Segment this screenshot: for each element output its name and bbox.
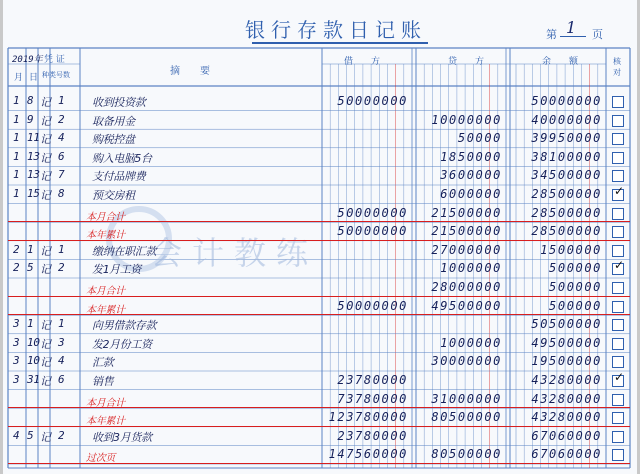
row-credit: 1850000	[440, 149, 502, 164]
check-box[interactable]	[612, 282, 624, 294]
check-mark-icon: ✓	[614, 184, 625, 198]
row-voucher-type: 记	[40, 96, 51, 109]
row-balance: 500000	[549, 298, 602, 313]
row-summary: 本月合计	[86, 286, 125, 297]
row-day: 9	[27, 112, 34, 126]
watermark: 会计教练	[150, 234, 319, 272]
row-balance: 67060000	[531, 447, 602, 462]
row-month: 4	[13, 428, 20, 442]
row-balance: 49500000	[531, 335, 602, 350]
row-day: 15	[27, 187, 40, 200]
row-summary: 本年累计	[86, 416, 125, 428]
row-balance: 50500000	[531, 317, 602, 332]
row-summary: 支付品牌费	[92, 170, 146, 184]
row-day: 10	[27, 335, 40, 349]
page-number: 1	[566, 18, 577, 37]
row-month: 1	[13, 112, 20, 126]
row-credit: 1000000	[440, 335, 502, 350]
balance-header: 余 额	[542, 57, 579, 67]
row-month: 1	[13, 187, 20, 200]
check-box[interactable]	[612, 96, 624, 108]
row-credit: 28000000	[431, 280, 502, 294]
row-balance: 28500000	[531, 187, 602, 201]
row-month: 1	[13, 94, 20, 107]
row-voucher-type: 记	[40, 189, 51, 202]
row-balance: 34500000	[531, 168, 602, 183]
row-summary: 取备用金	[92, 114, 135, 128]
row-debit: 23780000	[337, 428, 408, 443]
row-voucher-no: 2	[58, 112, 65, 126]
check-box[interactable]	[612, 301, 624, 313]
ledger-title: 银行存款日记账	[245, 18, 427, 42]
row-summary: 收到3月货款	[92, 430, 152, 444]
page-prefix: 第	[546, 28, 557, 41]
row-voucher-type: 记	[40, 430, 51, 444]
row-credit: 80500000	[431, 447, 502, 462]
row-debit: 147560000	[328, 447, 408, 462]
check-box[interactable]	[612, 412, 624, 424]
row-credit: 3600000	[440, 168, 502, 183]
row-day: 11	[27, 131, 40, 145]
check-box[interactable]	[612, 394, 624, 406]
row-debit: 50000000	[337, 298, 408, 313]
row-summary: 汇款	[92, 356, 114, 370]
row-summary: 发2月份工资	[92, 337, 152, 351]
check-box[interactable]	[612, 208, 624, 220]
row-debit: 50000000	[337, 205, 408, 220]
check-box[interactable]	[612, 152, 624, 164]
row-voucher-type: 记	[40, 170, 51, 184]
check-box[interactable]	[612, 245, 624, 257]
row-summary: 购入电脑5台	[92, 151, 152, 165]
check-box[interactable]	[612, 356, 624, 368]
row-credit: 31000000	[431, 391, 502, 406]
row-day: 1	[27, 242, 34, 256]
row-summary: 本年累计	[86, 230, 125, 242]
row-voucher-type: 记	[40, 244, 51, 258]
row-voucher-no: 4	[58, 131, 65, 145]
row-balance: 500000	[549, 280, 602, 294]
page-suffix: 页	[592, 28, 603, 41]
row-balance: 67060000	[531, 428, 602, 443]
row-month: 2	[13, 261, 20, 275]
row-voucher-type: 记	[40, 133, 51, 147]
row-day: 1	[27, 317, 34, 331]
row-day: 8	[27, 94, 34, 107]
check-box[interactable]	[612, 133, 624, 145]
row-month: 3	[13, 373, 20, 386]
month-header: 月	[14, 73, 24, 83]
row-voucher-no: 7	[58, 168, 65, 182]
row-month: 1	[13, 149, 20, 163]
check-mark-icon: ✓	[614, 258, 625, 273]
row-summary: 缴纳在职汇款	[92, 244, 157, 258]
check-box[interactable]	[612, 258, 625, 275]
check-header: 核 对	[613, 57, 621, 77]
row-summary: 本年累计	[86, 304, 125, 316]
check-box[interactable]	[612, 115, 624, 127]
row-month: 1	[13, 168, 20, 182]
row-credit: 6000000	[440, 187, 502, 201]
row-balance: 43280000	[531, 373, 602, 387]
row-credit: 27000000	[431, 242, 502, 257]
year-label: 2019年	[12, 55, 43, 65]
row-credit: 30000000	[431, 354, 502, 369]
row-credit: 21500000	[431, 205, 502, 220]
row-credit: 80500000	[431, 410, 502, 425]
row-voucher-no: 2	[58, 261, 65, 275]
credit-header: 贷 方	[448, 57, 485, 67]
check-mark-icon: ✓	[614, 370, 625, 384]
row-credit: 1000000	[440, 261, 502, 276]
row-day: 5	[27, 428, 34, 442]
row-summary: 购税控盘	[92, 133, 135, 147]
row-day: 10	[27, 354, 40, 368]
check-box[interactable]	[612, 338, 624, 350]
row-credit: 49500000	[431, 298, 502, 313]
row-balance: 40000000	[531, 112, 602, 127]
summary-header: 摘 要	[170, 66, 210, 77]
row-balance: 43280000	[531, 391, 602, 406]
row-voucher-no: 3	[58, 335, 65, 349]
check-box[interactable]	[612, 370, 625, 387]
row-month: 1	[13, 131, 20, 145]
row-credit: 10000000	[431, 112, 502, 127]
row-balance: 28500000	[531, 224, 602, 239]
row-voucher-type: 记	[40, 337, 51, 351]
row-voucher-no: 1	[58, 94, 65, 107]
row-debit: 50000000	[337, 224, 408, 239]
row-credit: 50000	[457, 131, 502, 146]
check-box[interactable]	[612, 226, 624, 238]
row-summary: 向男借款存款	[92, 319, 157, 333]
row-balance: 28500000	[531, 205, 602, 220]
row-voucher-no: 4	[58, 354, 65, 368]
row-balance: 43280000	[531, 410, 602, 425]
row-voucher-type: 记	[40, 114, 51, 128]
row-debit: 123780000	[328, 410, 408, 425]
type-no-header: 种类号数	[42, 71, 70, 79]
row-month: 3	[13, 317, 20, 331]
row-voucher-no: 1	[58, 317, 65, 331]
row-summary: 本月合计	[86, 397, 125, 409]
row-day: 5	[27, 261, 34, 275]
check-box[interactable]	[612, 319, 624, 331]
row-balance: 500000	[549, 261, 602, 276]
voucher-header: 凭 证	[44, 55, 65, 65]
row-balance: 19500000	[531, 354, 602, 369]
row-summary: 收到投资款	[92, 96, 146, 109]
row-voucher-type: 记	[40, 151, 51, 165]
row-credit: 21500000	[431, 224, 502, 239]
row-day: 13	[27, 168, 40, 182]
row-summary: 本月合计	[86, 211, 125, 223]
check-box[interactable]	[612, 431, 624, 443]
row-voucher-no: 6	[58, 373, 65, 386]
row-summary: 预交房租	[92, 189, 135, 202]
row-debit: 23780000	[337, 373, 408, 387]
row-balance: 50000000	[531, 94, 602, 108]
row-voucher-no: 6	[58, 149, 65, 163]
check-box[interactable]	[612, 184, 625, 201]
row-day: 13	[27, 149, 40, 163]
check-box[interactable]	[612, 449, 624, 461]
row-voucher-type: 记	[40, 375, 51, 388]
row-summary: 发1月工资	[92, 263, 142, 277]
row-month: 3	[13, 354, 20, 368]
row-voucher-no: 2	[58, 428, 65, 442]
row-day: 31	[27, 373, 40, 386]
row-voucher-type: 记	[40, 356, 51, 370]
row-voucher-type: 记	[40, 319, 51, 333]
row-balance: 39950000	[531, 131, 602, 146]
row-balance: 1500000	[540, 242, 602, 257]
day-header: 日	[29, 73, 39, 83]
row-debit: 73780000	[337, 391, 408, 406]
row-voucher-no: 1	[58, 242, 65, 256]
row-month: 2	[13, 242, 20, 256]
row-voucher-no: 8	[58, 187, 65, 200]
row-summary: 过次页	[86, 453, 116, 465]
row-debit: 50000000	[337, 94, 408, 108]
row-summary: 销售	[92, 375, 114, 388]
row-month: 3	[13, 335, 20, 349]
row-voucher-type: 记	[40, 263, 51, 277]
check-box[interactable]	[612, 170, 624, 182]
debit-header: 借 方	[344, 57, 381, 67]
row-balance: 38100000	[531, 149, 602, 164]
